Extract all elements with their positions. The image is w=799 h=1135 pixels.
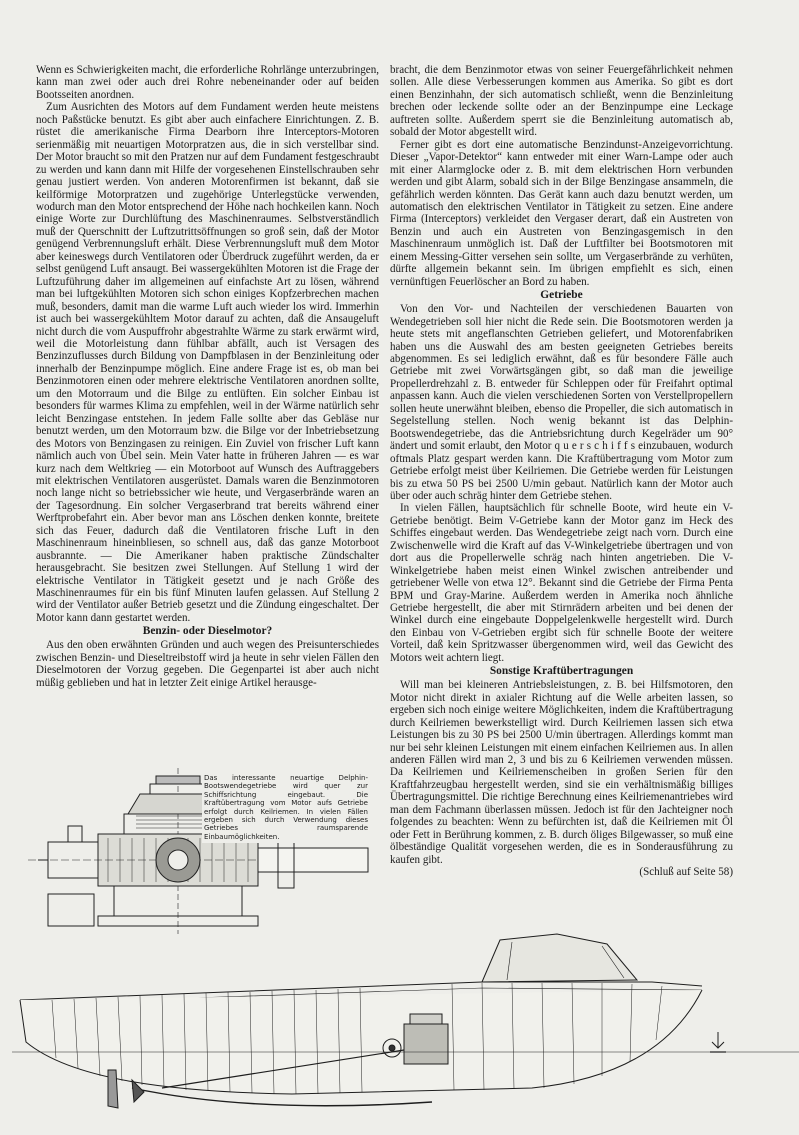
section-heading-benzin-diesel: Benzin- oder Dieselmotor?: [142, 625, 273, 638]
figure-caption: Das interessante neuartige Delphin-Bootswendegetriebe wird quer zur Schiffsrichtung eingebaut. Die Kraftübertragung vom Motor aufs Getriebe erfolgt durch Keilriemen. In vielen Fällen ergeben sich durch Verwendung dieses Getriebes raumsparende Einbaumöglichkeiten.: [202, 772, 370, 843]
paragraph: bracht, die dem Benzinmotor etwas von seiner Feuergefährlichkeit nehmen sollen. Alle diese Verbesserungen kommen aus Amerika. So gibt es dort einen Benzinhahn, der sich automatisch schließt, wenn die Benzinleitung brechen oder leckende sollte oder an der Benzinpumpe eine Leckage auftreten sollte. Außerdem sperrt sie die Benzinleitung automatisch ab, sobald der Motor abgestellt wird.: [390, 64, 733, 139]
paragraph: Aus den oben erwähnten Gründen und auch wegen des Preisunterschiedes zwischen Benzin- und Dieseltreibstoff wird ja heute in sehr vielen Fällen den Dieselmotoren der Vorzug gegeben. Die Gegenpartei ist aber auch nicht müßig geblieben und hat in letzter Zeit einige Artikel herausge-: [36, 639, 379, 689]
left-text-column: [36, 64, 379, 689]
paragraph: Will man bei kleineren Antriebsleistungen, z. B. bei Hilfsmotoren, den Motor nicht direkt in axialer Richtung auf die Welle arbeiten lassen, so ergeben sich noch einige weitere Möglichkeiten, indem die Kraftübertragung durch Keilriemen bewerkstelligt wird. Durch Keilriemen lassen sich etwa Leistungen bis zu 30 PS bei 2500 U/min übertragen. Allerdings kommt man nur bei sehr kleinen Leistungen mit einem einfachen Keilriemen aus. In allen anderen Fällen wird man 2, 3 und bis zu 6 Keilriemen verwenden müssen. Da Keilriemen und Keilriemenscheiben in großen Serien für den Kraftfahrzeugbau hergestellt werden, sind sie ein verhältnismäßig billiges Übertragungsmittel. Die richtige Berechnung eines Keilriemenantriebes wird man dem Fachmann überlassen müssen. Jedoch ist für den Jachteigner noch folgendes zu beachten: Wenn zu befürchten ist, daß die Keilriemen mit Öl oder Fett in Berührung kommen, z. B. durch öliges Bilgewasser, so muß eine ölbeständige Qualität vorgesehen werden, die es in Sonderausführung zu kaufen gibt.: [390, 679, 733, 866]
paragraph: Zum Ausrichten des Motors auf dem Fundament werden heute meistens noch Paßstücke benutzt. Es gibt aber auch einfachere Einrichtungen. Z. B. rüstet die amerikanische Firma Dearborn ihre Interceptors-Motoren serienmäßig mit neuartigen Motorpratzen aus, die in sich verstellbar sind. Der Motor braucht so mit den Pratzen nur auf dem Fundament festgeschraubt zu werden und kann dann mit Hilfe der vorgesehenen Einstellschrauben sehr genau justiert werden. Von anderen Motorenfirmen ist bekannt, daß sie keilförmige Motorpratzen und zugehörige Unterlegstücke verwenden, wodurch man den Motor entsprechend der Höhe nach hochkeilen kann. Noch einige Worte zur Durchlüftung des Maschinenraumes. Selbstverständlich muß der Querschnitt der Luftzutrittsöffnungen so groß sein, daß der Motor genügend Verbrennungsluft erhält. Diese Verbrennungsluft muß dem Motor aber keineswegs durch Ventilatoren oder Überdruck zugeführt werden, da er selbst genügend Luft ansaugt. Bei wassergekühlten Motoren ist die Frage der Luftzuführung daher im allgemeinen auf einfachste Art zu lösen, während man bei luftgekühlten Motoren sich schon einiges Kopfzerbrechen machen muß, besonders, damit man die warme Luft auch wieder los wird. Immerhin ist auch bei wassergekühltem Motor darauf zu achten, daß die Ansaugeluft nicht durch die vom Auspuffrohr abgestrahlte Wärme zu stark erwärmt wird, weil die Motorleistung dann fühlbar abfällt, auch ist Versagen des Benzinzuflusses durch Bildung von Dampfblasen in der Benzinleitung oder innerhalb der Benzinpumpe möglich. Eine andere Frage ist es, ob man bei Benzinmotoren einen oder mehrere elektrische Ventilatoren anordnen sollte, um den Motorraum und die Bilge zu entlüften. Ein solcher Einbau ist besonders für warmes Klima zu empfehlen, weil in der Wärme natürlich sehr leicht Benzingase entstehen. In jedem Falle sollte aber das Gebläse nur benutzt werden, um den Motorraum bzw. die Bilge vor der Inbetriebsetzung des Motors von Benzingasen zu reinigen. Ein Zuviel von frischer Luft kann nämlich auch von Übel sein. Mein Vater hatte in früheren Jahren — es war kurz nach dem Weltkrieg — ein Motorboot auf Wunsch des Auftraggebers mit elektrischen Ventilatoren ausgerüstet. Damals waren die Benzinmotoren noch lange nicht so betriebssicher wie heute, und Vergaserbrände waren an der Tagesordnung. Ein solcher Vergaserbrand trat bereits während einer Werftprobefahrt ein. Aber bevor man ans Löschen denken konnte, breitete sich das Feuer, dadurch daß die Ventilatoren frische Luft in den Maschinenraum hineinbliesen, so schnell aus, daß das ganze Motorboot ausbrannte. — Die Amerikaner haben praktische Zündschalter herausgebracht. Sie besitzen zwei Stellungen. Auf Stellung 1 wird der elektrische Ventilator in Tätigkeit gesetzt und je nach Größe des Maschinenraumes für ein bis fünf Minuten laufen gelassen. Auf Stellung 2 wird der Ventilator außer Betrieb gesetzt und die Zündung eingeschaltet. Der Motor kann dann gestartet werden.: [36, 101, 379, 624]
section-heading-getriebe: Getriebe: [540, 289, 583, 302]
paragraph: In vielen Fällen, hauptsächlich für schnelle Boote, wird heute ein V-Getriebe benötigt. Beim V-Getriebe kann der Motor ganz im Heck des Schiffes eingebaut werden. Das Wendegetriebe zeigt nach vorn. Durch eine Zwischenwelle wird die Kraft auf das V-Winkelgetriebe übertragen und von dort aus die Propellerwelle schräg nach hinten angetrieben. Die V-Winkelgetriebe haben meist einen Winkel zwischen antreibender und getriebener Welle von etwa 12°. Bekannt sind die Getriebe der Firma Penta BPM und Gray-Marine. Außerdem werden in Amerika noch ähnliche Getriebe hergestellt, die aber mit Stirnrädern arbeiten und bei denen der Winkel durch eine eingebaute Doppelgelenkwelle hergestellt wird. Durch den Einbau von V-Getrieben ergibt sich für schnelle Boote der weitere Vorteil, daß kein Spritzwasser übergenommen wird, weil das Gewicht des Motors weit achtern liegt.: [390, 502, 733, 664]
paragraph: Wenn es Schwierigkeiten macht, die erforderliche Rohrlänge unterzubringen, kann man zwei oder auch drei Rohre nebeneinander oder auf beiden Bootsseiten anordnen.: [36, 64, 379, 101]
section-heading-kraftuebertragung: Sonstige Kraftübertragungen: [489, 665, 634, 678]
boat-section-drawing: [12, 930, 799, 1130]
paragraph: Von den Vor- und Nachteilen der verschiedenen Bauarten von Wendegetrieben soll hier nicht die Rede sein. Die Bootsmotoren werden ja heute stets mit angeflanschten Getrieben geliefert, und Motorenfabriken haben uns die Auswahl des am besten geeigneten Getriebes bereits abgenommen. Es sei lediglich erwähnt, daß es für besondere Fälle auch Getriebe mit zwei Vorwärtsgängen gibt, so daß man die jeweilige Propellerdrehzahl z. B. entweder für Schleppen oder für Freifahrt optimal anpassen kann. Auch die vielen verschiedenen Sorten von Verstellpropellern sollen heute unerwähnt bleiben, ebenso die Propeller, die sich automatisch in Segelstellung stellen. Noch wenig bekannt ist das Delphin-Bootswendegetriebe, das die Antriebsrichtung durch Kegelräder um 90° ändert und somit erlaubt, den Motor q u e r s c h i f f s einzubauen, wodurch oftmals Platz gespart werden kann. Die Kraftübertragung vom Motor zum Getriebe erfolgt meist über Keilriemen. Die Getriebe werden für Leistungen bis zu etwa 50 PS bei 2500 U/min gebaut. Natürlich kann der Motor auch über oder auch schräg hinter dem Getriebe stehen.: [390, 303, 733, 502]
paragraph: Ferner gibt es dort eine automatische Benzindunst-Anzeigevorrichtung. Dieser „Vapor-Detektor“ kann entweder mit einer Warn-Lampe oder auch mit einer Alarmglocke oder z. B. mit dem elektrischen Horn verbunden werden und gibt Alarm, sobald sich in der Bilge Benzingase ansammeln, die gefährlich werden könnten. Das Gerät kann auch dazu benutzt werden, um automatisch den elektrischen Ventilator in Tätigkeit zu setzen. Eine andere Firma (Interceptors) verkleidet den Vergaser derart, daß ein Austreten von Benzin und auch ein Austreten von Benzingasgemisch in den Maschinenraum unmöglich ist. Daß der Luftfilter bei Bootsmotoren mit einem Messing-Gitter versehen sein sollte, um Vergaserbrände zu verhüten, dürfte allgemein bekannt sein. Im übrigen empfiehlt es sich, einen vernünftigen Feuerlöscher an Bord zu haben.: [390, 138, 733, 288]
right-text-column: [390, 64, 733, 879]
continuation-note: (Schluß auf Seite 58): [639, 866, 733, 879]
